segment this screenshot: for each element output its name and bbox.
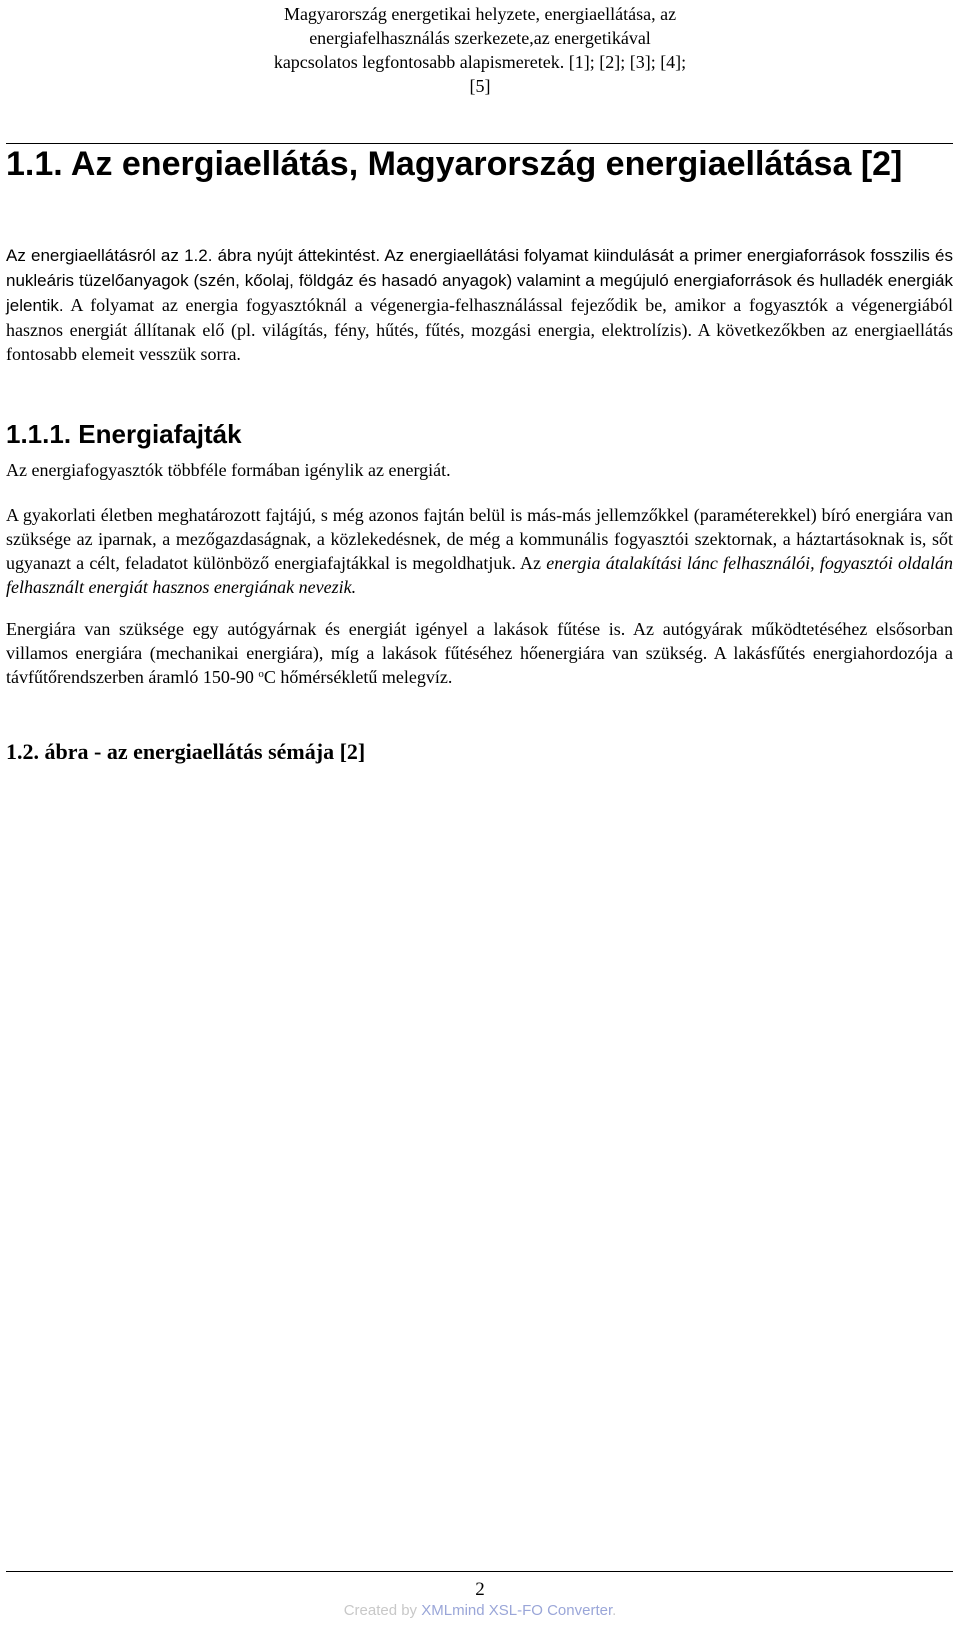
intro-paragraph-continuation: A folyamat az energia fogyasztóknál a végenergia-felhasználással fejeződik be, amikor a fogyasztók a végenergiából hasznos energiát állítanak elő (pl. világítás, fény, hűtés, fűtés, mozgási energia, elektrolízis). A következőkben az energiaellátás fontosabb elemeit vesszük sorra. [6, 295, 953, 364]
paragraph-energy-forms: Az energiafogyasztók többféle formában igénylik az energiát. [6, 460, 451, 480]
paragraph-practical-life [6, 503, 953, 599]
section-heading: 1.1. Az energiaellátás, Magyarország energiaellátása [2] [6, 145, 903, 183]
generator-tool-name: XMLmind XSL-FO Converter [421, 1602, 613, 1619]
paragraph-practical-life-text: A gyakorlati életben meghatározott fajtájú, s még azonos fajtán belül is más-más jellemzőkkel (paraméterekkel) bíró energiára van szüksége az iparnak, a mezőgazdaságnak, a közlekedésnek, de még a kommunális fogyasztói szektornak, a háztartásoknak is, sőt ugyanazt a célt, feladatot különböző energiafajtákkal is megoldhatjuk. Az [6, 505, 953, 573]
running-header-title: Magyarország energetikai helyzete, energiaellátása, az energiafelhasználás szerkezete,az energetikával kapcsolatos legfontosabb alapismeretek. [1]; [2]; [3]; [4]; [5] [273, 4, 687, 96]
subsection-heading: 1.1.1. Energiafajták [6, 419, 242, 449]
generator-credit-suffix: . [612, 1602, 617, 1619]
paragraph-car-factory-end: C hőmérsékletű melegvíz. [263, 667, 453, 687]
figure-title: 1.2. ábra - az energiaellátás sémája [2] [6, 739, 366, 764]
useful-energy-definition: energia átalakítási lánc felhasználói, fogyasztói oldalán felhasznált energiát hasznos energiának nevezik. [6, 553, 954, 597]
intro-paragraph-text: Az energiaellátásról az 1.2. ábra nyújt áttekintést. Az energiaellátási folyamat kiindulását a primer energiaforrások fosszilis és nukleáris tüzelőanyagok (szén, kőolaj, földgáz és hasadó anyagok) valamint a megújuló energiaforrások és hulladék energiák jelentik. [6, 246, 953, 315]
intro-paragraph [6, 243, 953, 366]
paragraph-car-factory-text: Energiára van szüksége egy autógyárnak és energiát igényel a lakások fűtése is. Az autógyárak működtetéséhez elsősorban villamos energiára (mechanikai energiára), míg a lakások fűtéséhez hőenergiára van szükség. A lakásfűtés energiahordozója a távfűtőrendszerben áramló 150-90 [6, 619, 953, 687]
page-number: 2 [475, 1579, 485, 1600]
footer-divider [6, 1571, 953, 1572]
generator-credit-prefix: Created by [343, 1602, 422, 1619]
generator-credit [280, 1601, 680, 1621]
degree-superscript: o [258, 668, 264, 680]
paragraph-car-factory [6, 617, 953, 689]
